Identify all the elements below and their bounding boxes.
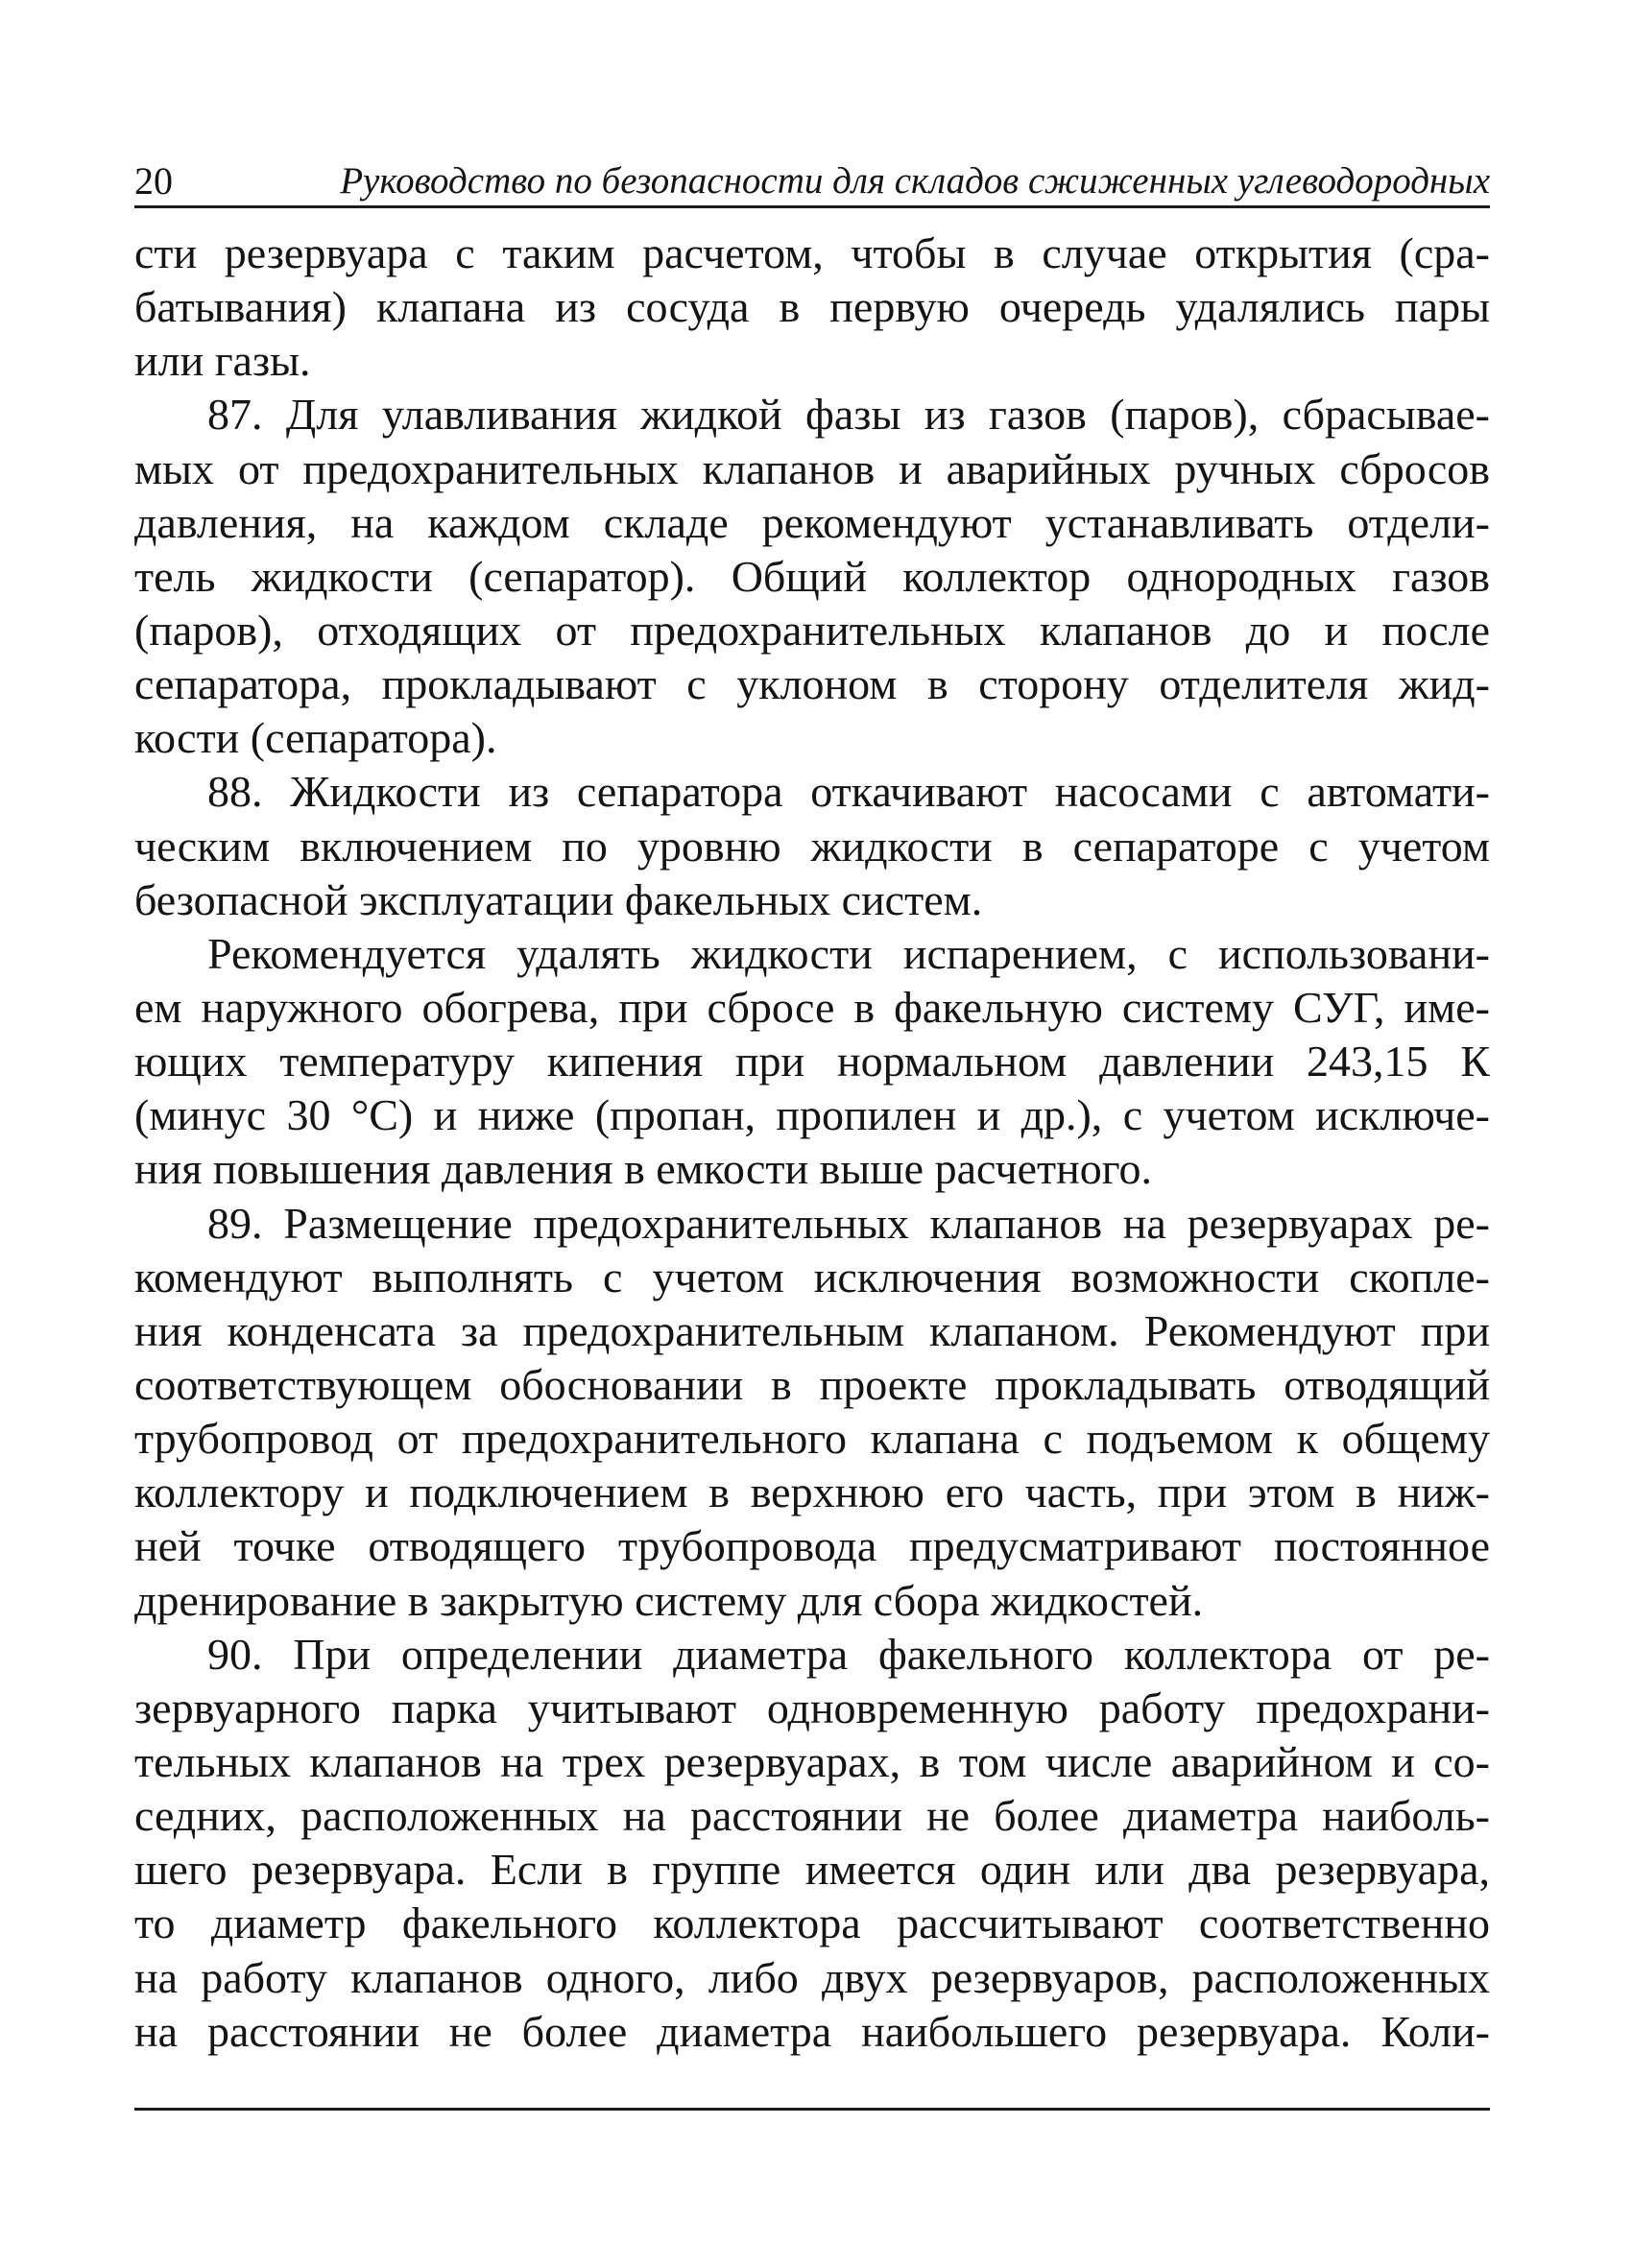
page-header (134, 157, 1490, 208)
text-line: тельных клапанов на трех резервуарах, в том числе аварийном и со- (134, 1736, 1490, 1786)
text-line: (минус 30 °С) и ниже (пропан, пропилен и др.), с учетом исключе- (134, 1090, 1490, 1140)
text-line: на работу клапанов одного, либо двух резервуаров, расположенных (134, 1952, 1490, 2002)
text-line: батывания) клапана из сосуда в первую очередь удалялись пары (134, 282, 1490, 332)
text-line: ния повышения давления в емкости выше расчетного. (134, 1144, 1152, 1194)
text-line: ней точке отводящего трубопровода предусматривают постоянное (134, 1521, 1490, 1571)
paragraph-87-start: 87. Для улавливания жидкой фазы из газов (паров), сбрасывае- (207, 390, 1490, 440)
text-line: ющих температуру кипения при нормальном давлении 243,15 К (134, 1037, 1490, 1086)
page-number: 20 (134, 159, 173, 203)
paragraph-90-start: 90. При определении диаметра факельного коллектора от ре- (207, 1629, 1490, 1679)
running-title: Руководство по безопасности для складов сжиженных углеводородных (340, 160, 1490, 202)
text-line: (паров), отходящих от предохранительных клапанов до и после (134, 605, 1490, 655)
text-line: на расстоянии не более диаметра наибольшего резервуара. Коли- (134, 2006, 1490, 2056)
body-text (134, 227, 1490, 2098)
text-line: давления, на каждом складе рекомендуют устанавливать отдели- (134, 497, 1490, 547)
text-line: комендуют выполнять с учетом исключения возможности скопле- (134, 1252, 1490, 1301)
text-line: или газы. (134, 336, 311, 386)
text-line: дренирование в закрытую систему для сбора жидкостей. (134, 1575, 1204, 1625)
text-line: коллектору и подключением в верхнюю его часть, при этом в ниж- (134, 1468, 1490, 1517)
text-line: седних, расположенных на расстоянии не более диаметра наиболь- (134, 1791, 1490, 1841)
footer-divider (134, 2108, 1490, 2111)
paragraph-88-start: 88. Жидкости из сепаратора откачивают насосами с автомати- (207, 767, 1490, 817)
text-line: мых от предохранительных клапанов и аварийных ручных сбросов (134, 443, 1490, 493)
text-line: кости (сепаратора). (134, 713, 497, 763)
text-line: то диаметр факельного коллектора рассчитывают соответственно (134, 1898, 1490, 1948)
paragraph-recommendation-start: Рекомендуется удалять жидкости испарением, с использовани- (207, 928, 1490, 978)
text-line: ческим включением по уровню жидкости в сепараторе с учетом (134, 821, 1490, 871)
text-line: сти резервуара с таким расчетом, чтобы в случае открытия (сра- (134, 228, 1490, 277)
text-line: ния конденсата за предохранительным клапаном. Рекомендуют при (134, 1305, 1490, 1355)
text-line: безопасной эксплуатации факельных систем. (134, 874, 983, 924)
text-line: сепаратора, прокладывают с уклоном в сторону отделителя жид- (134, 659, 1490, 709)
text-line: шего резервуара. Если в группе имеется один или два резервуара, (134, 1845, 1490, 1895)
text-line: тель жидкости (сепаратор). Общий коллектор однородных газов (134, 551, 1490, 601)
text-line: соответствующем обосновании в проекте прокладывать отводящий (134, 1359, 1490, 1409)
text-line: зервуарного парка учитывают одновременную работу предохрани- (134, 1683, 1490, 1732)
text-line: трубопровод от предохранительного клапана с подъемом к общему (134, 1414, 1490, 1464)
paragraph-89-start: 89. Размещение предохранительных клапанов на резервуарах ре- (207, 1198, 1490, 1248)
text-line: ем наружного обогрева, при сбросе в факельную систему СУГ, име- (134, 982, 1490, 1032)
